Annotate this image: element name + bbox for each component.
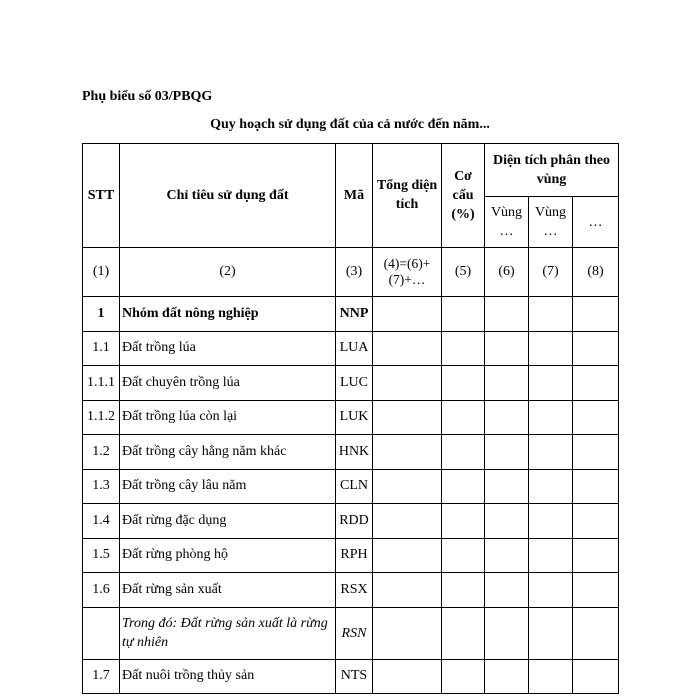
cell-empty <box>573 366 619 401</box>
appendix-number: Phụ biểu số 03/PBQG <box>82 89 213 104</box>
cell-empty <box>573 504 619 539</box>
header-structure: Cơ cấu (%) <box>442 144 485 248</box>
cell-empty <box>442 504 485 539</box>
row-name: Đất rừng phòng hộ <box>120 538 336 573</box>
cell-empty <box>529 469 573 504</box>
cell-empty <box>485 607 529 659</box>
row-stt: 1.1.2 <box>83 400 120 435</box>
cell-empty <box>485 659 529 694</box>
header-region-1: Vùng … <box>485 197 529 248</box>
cell-empty <box>573 331 619 366</box>
cell-empty <box>573 297 619 332</box>
cell-empty <box>529 659 573 694</box>
table-row <box>83 538 619 573</box>
cell-empty <box>442 538 485 573</box>
cell-empty <box>529 297 573 332</box>
cell-empty <box>529 331 573 366</box>
row-stt <box>83 607 120 659</box>
cell-empty <box>442 331 485 366</box>
header-indicator: Chỉ tiêu sử dụng đất <box>120 144 336 248</box>
column-index: (4)=(6)+(7)+… <box>373 248 442 297</box>
row-name: Đất trồng cây hằng năm khác <box>120 435 336 470</box>
header-region-2: Vùng … <box>529 197 573 248</box>
column-index: (7) <box>529 248 573 297</box>
table-row <box>83 297 619 332</box>
row-stt: 1.2 <box>83 435 120 470</box>
cell-empty <box>485 366 529 401</box>
row-stt: 1.4 <box>83 504 120 539</box>
table-row <box>83 504 619 539</box>
cell-empty <box>373 538 442 573</box>
table-row <box>83 607 619 659</box>
row-code: CLN <box>336 469 373 504</box>
document-title: Quy hoạch sử dụng đất của cả nước đến năm... <box>210 117 490 132</box>
cell-empty <box>573 469 619 504</box>
row-name: Đất rừng đặc dụng <box>120 504 336 539</box>
cell-empty <box>529 366 573 401</box>
row-stt: 1.6 <box>83 573 120 608</box>
column-index: (1) <box>83 248 120 297</box>
cell-empty <box>442 400 485 435</box>
land-use-table <box>82 143 619 694</box>
cell-empty <box>529 573 573 608</box>
row-name: Nhóm đất nông nghiệp <box>120 297 336 332</box>
header-regional-area: Diện tích phân theo vùng <box>485 144 619 197</box>
row-code: LUK <box>336 400 373 435</box>
cell-empty <box>485 504 529 539</box>
cell-empty <box>573 538 619 573</box>
row-stt: 1.1.1 <box>83 366 120 401</box>
cell-empty <box>529 607 573 659</box>
cell-empty <box>373 297 442 332</box>
cell-empty <box>442 573 485 608</box>
cell-empty <box>485 331 529 366</box>
cell-empty <box>573 607 619 659</box>
cell-empty <box>373 659 442 694</box>
cell-empty <box>485 400 529 435</box>
column-index: (8) <box>573 248 619 297</box>
row-code: LUA <box>336 331 373 366</box>
row-name: Đất trồng lúa <box>120 331 336 366</box>
row-name: Trong đó: Đất rừng sản xuất là rừng tự nhiên <box>120 607 336 659</box>
table-row <box>83 435 619 470</box>
column-index-row <box>83 248 619 297</box>
cell-empty <box>573 435 619 470</box>
cell-empty <box>529 538 573 573</box>
row-name: Đất trồng lúa còn lại <box>120 400 336 435</box>
cell-empty <box>573 659 619 694</box>
cell-empty <box>485 435 529 470</box>
cell-empty <box>373 573 442 608</box>
table-row <box>83 400 619 435</box>
row-stt: 1 <box>83 297 120 332</box>
cell-empty <box>373 366 442 401</box>
header-code: Mã <box>336 144 373 248</box>
cell-empty <box>529 400 573 435</box>
table-row <box>83 573 619 608</box>
cell-empty <box>485 538 529 573</box>
header-stt: STT <box>83 144 120 248</box>
cell-empty <box>573 400 619 435</box>
row-name: Đất nuôi trồng thủy sản <box>120 659 336 694</box>
row-stt: 1.1 <box>83 331 120 366</box>
header-row <box>83 144 619 197</box>
cell-empty <box>373 435 442 470</box>
row-stt: 1.7 <box>83 659 120 694</box>
row-code: RDD <box>336 504 373 539</box>
cell-empty <box>485 469 529 504</box>
row-code: HNK <box>336 435 373 470</box>
row-code: RSN <box>336 607 373 659</box>
column-index: (2) <box>120 248 336 297</box>
table-row <box>83 659 619 694</box>
row-stt: 1.5 <box>83 538 120 573</box>
column-index: (3) <box>336 248 373 297</box>
row-code: NNP <box>336 297 373 332</box>
row-code: RSX <box>336 573 373 608</box>
cell-empty <box>373 607 442 659</box>
cell-empty <box>573 573 619 608</box>
table-row <box>83 331 619 366</box>
column-index: (6) <box>485 248 529 297</box>
row-code: RPH <box>336 538 373 573</box>
cell-empty <box>442 435 485 470</box>
cell-empty <box>442 607 485 659</box>
row-name: Đất trồng cây lâu năm <box>120 469 336 504</box>
row-name: Đất rừng sản xuất <box>120 573 336 608</box>
cell-empty <box>485 297 529 332</box>
cell-empty <box>373 469 442 504</box>
cell-empty <box>442 469 485 504</box>
cell-empty <box>529 435 573 470</box>
cell-empty <box>529 504 573 539</box>
cell-empty <box>485 573 529 608</box>
row-code: LUC <box>336 366 373 401</box>
cell-empty <box>442 659 485 694</box>
cell-empty <box>442 297 485 332</box>
row-stt: 1.3 <box>83 469 120 504</box>
cell-empty <box>373 331 442 366</box>
cell-empty <box>442 366 485 401</box>
row-name: Đất chuyên trồng lúa <box>120 366 336 401</box>
table-row <box>83 366 619 401</box>
header-total-area: Tổng diện tích <box>373 144 442 248</box>
cell-empty <box>373 504 442 539</box>
row-code: NTS <box>336 659 373 694</box>
column-index: (5) <box>442 248 485 297</box>
cell-empty <box>373 400 442 435</box>
header-region-more: … <box>573 197 619 248</box>
table-row <box>83 469 619 504</box>
